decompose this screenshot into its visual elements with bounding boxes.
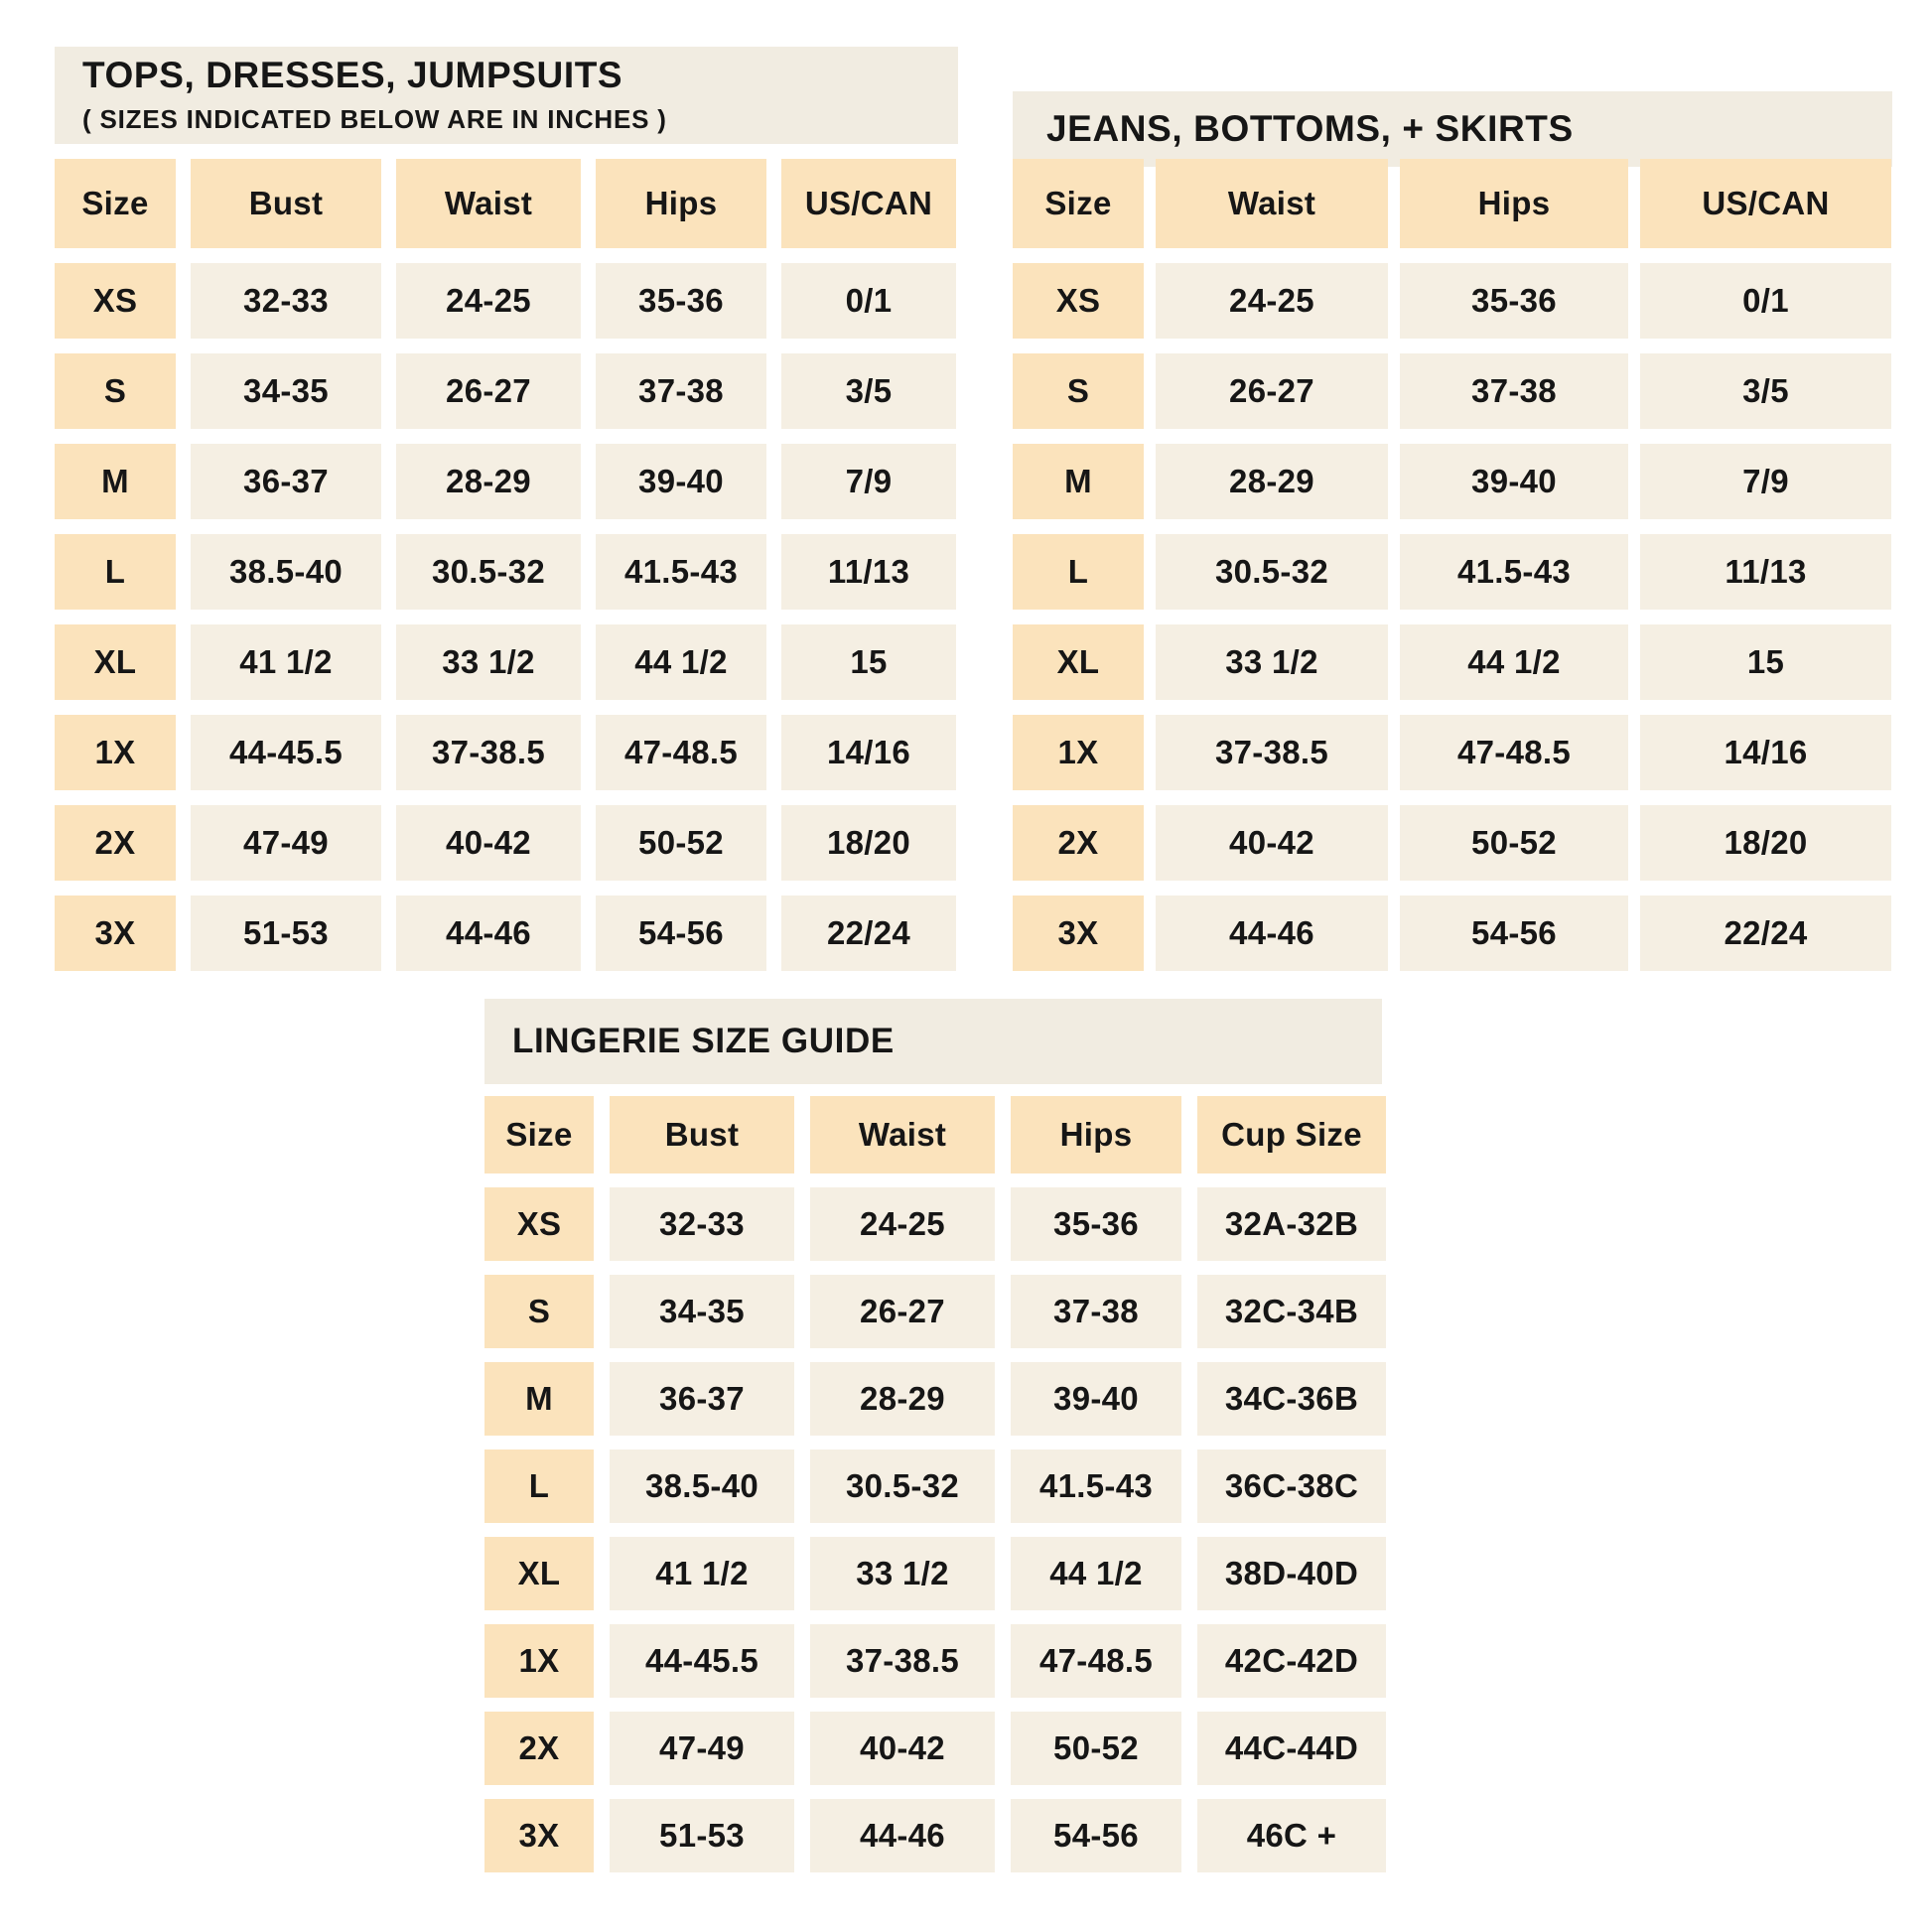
value-cell: 18/20 bbox=[781, 805, 956, 881]
jeans-size-table bbox=[1013, 159, 1891, 971]
value-cell: 36-37 bbox=[191, 444, 381, 519]
size-label-cell: XS bbox=[1013, 263, 1144, 339]
value-cell: 44-46 bbox=[810, 1799, 995, 1872]
value-cell: 51-53 bbox=[191, 896, 381, 971]
column-header-us-can: US/CAN bbox=[1640, 159, 1891, 248]
value-cell: 7/9 bbox=[781, 444, 956, 519]
value-cell: 28-29 bbox=[1156, 444, 1388, 519]
lingerie-title-band bbox=[484, 999, 1382, 1084]
tops-title-band bbox=[55, 47, 958, 144]
size-label-cell: XL bbox=[55, 624, 176, 700]
value-cell: 37-38.5 bbox=[396, 715, 581, 790]
size-label-cell: L bbox=[1013, 534, 1144, 610]
value-cell: 34-35 bbox=[610, 1275, 794, 1348]
value-cell: 32-33 bbox=[191, 263, 381, 339]
size-label-cell: L bbox=[484, 1449, 594, 1523]
value-cell: 3/5 bbox=[1640, 353, 1891, 429]
value-cell: 22/24 bbox=[781, 896, 956, 971]
value-cell: 32-33 bbox=[610, 1187, 794, 1261]
value-cell: 54-56 bbox=[596, 896, 766, 971]
value-cell: 11/13 bbox=[781, 534, 956, 610]
value-cell: 30.5-32 bbox=[810, 1449, 995, 1523]
value-cell: 33 1/2 bbox=[810, 1537, 995, 1610]
column-header-cup-size: Cup Size bbox=[1197, 1096, 1386, 1173]
value-cell: 36-37 bbox=[610, 1362, 794, 1436]
value-cell: 41.5-43 bbox=[1400, 534, 1628, 610]
tops-title: TOPS, DRESSES, JUMPSUITS bbox=[82, 55, 623, 96]
value-cell: 47-48.5 bbox=[596, 715, 766, 790]
value-cell: 39-40 bbox=[1400, 444, 1628, 519]
value-cell: 44-45.5 bbox=[191, 715, 381, 790]
value-cell: 32C-34B bbox=[1197, 1275, 1386, 1348]
column-header-hips: Hips bbox=[1011, 1096, 1181, 1173]
value-cell: 34C-36B bbox=[1197, 1362, 1386, 1436]
value-cell: 50-52 bbox=[596, 805, 766, 881]
column-header-bust: Bust bbox=[191, 159, 381, 248]
column-header-waist: Waist bbox=[1156, 159, 1388, 248]
value-cell: 47-48.5 bbox=[1400, 715, 1628, 790]
value-cell: 40-42 bbox=[1156, 805, 1388, 881]
value-cell: 40-42 bbox=[396, 805, 581, 881]
column-header-waist: Waist bbox=[810, 1096, 995, 1173]
column-header-size: Size bbox=[1013, 159, 1144, 248]
value-cell: 35-36 bbox=[596, 263, 766, 339]
size-label-cell: 3X bbox=[55, 896, 176, 971]
value-cell: 34-35 bbox=[191, 353, 381, 429]
jeans-title-band bbox=[1013, 91, 1892, 167]
value-cell: 32A-32B bbox=[1197, 1187, 1386, 1261]
value-cell: 54-56 bbox=[1011, 1799, 1181, 1872]
size-label-cell: XL bbox=[1013, 624, 1144, 700]
value-cell: 18/20 bbox=[1640, 805, 1891, 881]
value-cell: 44 1/2 bbox=[1400, 624, 1628, 700]
value-cell: 14/16 bbox=[781, 715, 956, 790]
value-cell: 39-40 bbox=[596, 444, 766, 519]
size-label-cell: 2X bbox=[55, 805, 176, 881]
size-label-cell: 2X bbox=[484, 1712, 594, 1785]
value-cell: 44-46 bbox=[396, 896, 581, 971]
size-label-cell: M bbox=[484, 1362, 594, 1436]
value-cell: 51-53 bbox=[610, 1799, 794, 1872]
tops-size-table bbox=[55, 159, 956, 971]
lingerie-title: LINGERIE SIZE GUIDE bbox=[512, 1022, 895, 1061]
value-cell: 7/9 bbox=[1640, 444, 1891, 519]
size-label-cell: XS bbox=[484, 1187, 594, 1261]
size-label-cell: M bbox=[1013, 444, 1144, 519]
value-cell: 26-27 bbox=[396, 353, 581, 429]
lingerie-size-table bbox=[484, 1096, 1386, 1872]
value-cell: 50-52 bbox=[1011, 1712, 1181, 1785]
value-cell: 41 1/2 bbox=[191, 624, 381, 700]
value-cell: 24-25 bbox=[810, 1187, 995, 1261]
value-cell: 42C-42D bbox=[1197, 1624, 1386, 1698]
value-cell: 41.5-43 bbox=[596, 534, 766, 610]
tops-subtitle: ( SIZES INDICATED BELOW ARE IN INCHES ) bbox=[82, 103, 667, 134]
value-cell: 38D-40D bbox=[1197, 1537, 1386, 1610]
size-label-cell: L bbox=[55, 534, 176, 610]
value-cell: 11/13 bbox=[1640, 534, 1891, 610]
value-cell: 44 1/2 bbox=[596, 624, 766, 700]
column-header-hips: Hips bbox=[1400, 159, 1628, 248]
size-label-cell: S bbox=[55, 353, 176, 429]
size-label-cell: 1X bbox=[55, 715, 176, 790]
value-cell: 40-42 bbox=[810, 1712, 995, 1785]
value-cell: 33 1/2 bbox=[1156, 624, 1388, 700]
value-cell: 41.5-43 bbox=[1011, 1449, 1181, 1523]
value-cell: 24-25 bbox=[396, 263, 581, 339]
value-cell: 39-40 bbox=[1011, 1362, 1181, 1436]
value-cell: 26-27 bbox=[810, 1275, 995, 1348]
value-cell: 30.5-32 bbox=[1156, 534, 1388, 610]
value-cell: 15 bbox=[781, 624, 956, 700]
value-cell: 38.5-40 bbox=[191, 534, 381, 610]
value-cell: 33 1/2 bbox=[396, 624, 581, 700]
column-header-size: Size bbox=[484, 1096, 594, 1173]
jeans-title: JEANS, BOTTOMS, + SKIRTS bbox=[1046, 108, 1574, 150]
value-cell: 30.5-32 bbox=[396, 534, 581, 610]
size-label-cell: XS bbox=[55, 263, 176, 339]
value-cell: 47-49 bbox=[610, 1712, 794, 1785]
value-cell: 22/24 bbox=[1640, 896, 1891, 971]
value-cell: 38.5-40 bbox=[610, 1449, 794, 1523]
size-label-cell: 2X bbox=[1013, 805, 1144, 881]
value-cell: 35-36 bbox=[1011, 1187, 1181, 1261]
value-cell: 37-38 bbox=[1011, 1275, 1181, 1348]
value-cell: 0/1 bbox=[1640, 263, 1891, 339]
value-cell: 15 bbox=[1640, 624, 1891, 700]
size-label-cell: S bbox=[1013, 353, 1144, 429]
value-cell: 37-38.5 bbox=[1156, 715, 1388, 790]
value-cell: 46C + bbox=[1197, 1799, 1386, 1872]
size-label-cell: 3X bbox=[484, 1799, 594, 1872]
size-label-cell: 1X bbox=[1013, 715, 1144, 790]
value-cell: 35-36 bbox=[1400, 263, 1628, 339]
size-label-cell: 1X bbox=[484, 1624, 594, 1698]
size-label-cell: 3X bbox=[1013, 896, 1144, 971]
value-cell: 54-56 bbox=[1400, 896, 1628, 971]
value-cell: 47-48.5 bbox=[1011, 1624, 1181, 1698]
column-header-bust: Bust bbox=[610, 1096, 794, 1173]
value-cell: 44 1/2 bbox=[1011, 1537, 1181, 1610]
column-header-us-can: US/CAN bbox=[781, 159, 956, 248]
value-cell: 44-45.5 bbox=[610, 1624, 794, 1698]
value-cell: 14/16 bbox=[1640, 715, 1891, 790]
value-cell: 37-38.5 bbox=[810, 1624, 995, 1698]
value-cell: 3/5 bbox=[781, 353, 956, 429]
value-cell: 50-52 bbox=[1400, 805, 1628, 881]
value-cell: 44-46 bbox=[1156, 896, 1388, 971]
value-cell: 24-25 bbox=[1156, 263, 1388, 339]
value-cell: 41 1/2 bbox=[610, 1537, 794, 1610]
column-header-waist: Waist bbox=[396, 159, 581, 248]
value-cell: 0/1 bbox=[781, 263, 956, 339]
value-cell: 28-29 bbox=[810, 1362, 995, 1436]
value-cell: 36C-38C bbox=[1197, 1449, 1386, 1523]
value-cell: 26-27 bbox=[1156, 353, 1388, 429]
size-label-cell: XL bbox=[484, 1537, 594, 1610]
value-cell: 37-38 bbox=[596, 353, 766, 429]
value-cell: 44C-44D bbox=[1197, 1712, 1386, 1785]
column-header-hips: Hips bbox=[596, 159, 766, 248]
value-cell: 28-29 bbox=[396, 444, 581, 519]
column-header-size: Size bbox=[55, 159, 176, 248]
size-label-cell: M bbox=[55, 444, 176, 519]
value-cell: 37-38 bbox=[1400, 353, 1628, 429]
size-label-cell: S bbox=[484, 1275, 594, 1348]
value-cell: 47-49 bbox=[191, 805, 381, 881]
